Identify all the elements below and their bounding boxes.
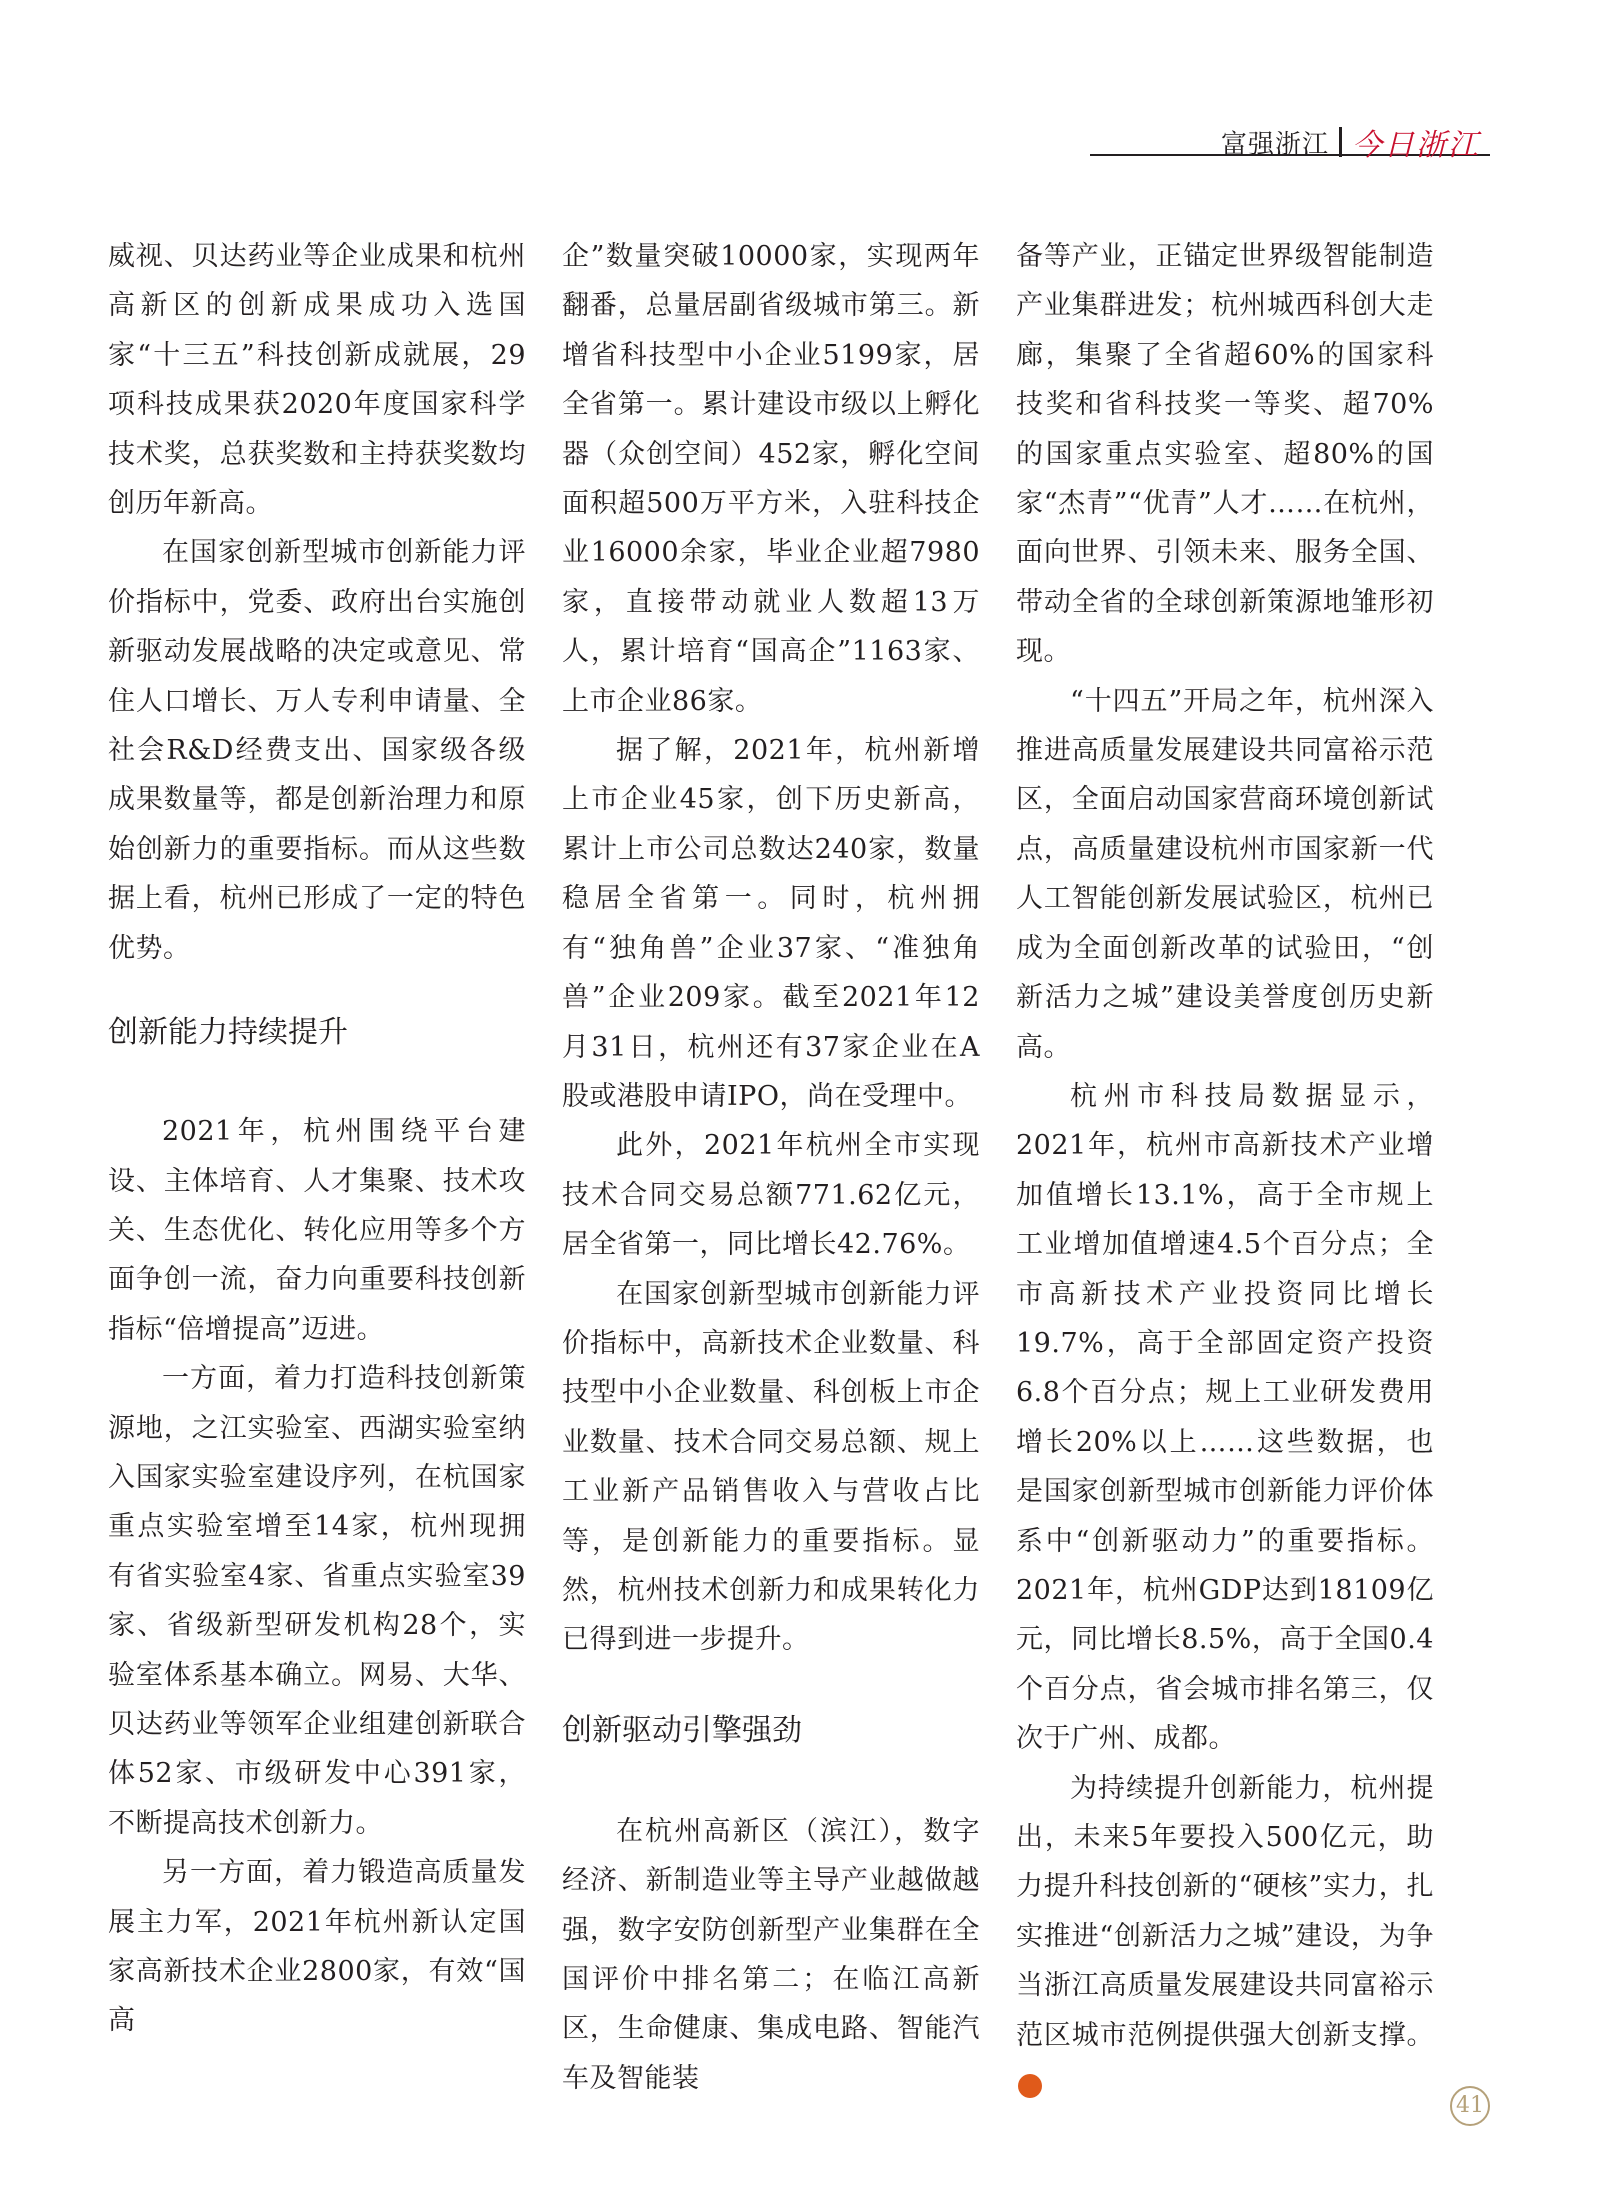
paragraph: 在杭州高新区（滨江），数字经济、新制造业等主导产业越做越强，数字安防创新型产业集群在全国评价中排名第二；在临江高新区，生命健康、集成电路、智能汽车及智能装	[562, 1815, 980, 2094]
paragraph: 企”数量突破10000家，实现两年翻番，总量居副省级城市第三。新增省科技型中小企业5199家，居全省第一。累计建设市级以上孵化器（众创空间）452家，孵化空间面积超500万平方米，入驻科技企业16000余家，毕业企业超7980家，直接带动就业人数超13万人，累计培育“国高企”1163家、上市企业86家。	[562, 241, 980, 717]
header-divider	[1339, 127, 1342, 157]
column-1	[108, 232, 526, 2046]
page-header	[1221, 120, 1480, 164]
paragraph: 在国家创新型城市创新能力评价指标中，高新技术企业数量、科技型中小企业数量、科创板上市企业数量、技术合同交易总额、规上工业新产品销售收入与营收占比等，是创新能力的重要指标。显然，杭州技术创新力和成果转化力已得到进一步提升。	[562, 1278, 980, 1656]
magazine-logo: 今日浙江	[1352, 128, 1480, 163]
paragraph: 一方面，着力打造科技创新策源地，之江实验室、西湖实验室纳入国家实验室建设序列，在杭国家重点实验室增至14家，杭州现拥有省实验室4家、省重点实验室39家、省级新型研发机构28个，实验室体系基本确立。网易、大华、贝达药业等领军企业组建创新联合体52家、市级研发中心391家，不断提高技术创新力。	[108, 1363, 526, 1839]
paragraph: 杭州市科技局数据显示，2021年，杭州市高新技术产业增加值增长13.1%，高于全市规上工业增加值增速4.5个百分点；全市高新技术产业投资同比增长19.7%，高于全部固定资产投资6.8个百分点；规上工业研发费用增长20%以上……这些数据，也是国家创新型城市创新能力评价体系中“创新驱动力”的重要指标。2021年，杭州GDP达到18109亿元，同比增长8.5%，高于全国0.4个百分点，省会城市排名第三，仅次于广州、成都。	[1016, 1080, 1434, 1755]
paragraph: “十四五”开局之年，杭州深入推进高质量发展建设共同富裕示范区，全面启动国家营商环境创新试点，高质量建设杭州市国家新一代人工智能创新发展试验区，杭州已成为全面创新改革的试验田，“创新活力之城”建设美誉度创历史新高。	[1016, 685, 1434, 1063]
paragraph: 备等产业，正锚定世界级智能制造产业集群进发；杭州城西科创大走廊，集聚了全省超60%的国家科技奖和省科技奖一等奖、超70%的国家重点实验室、超80%的国家“杰青”“优青”人才……在杭州，面向世界、引领未来、服务全国、带动全省的全球创新策源地雏形初现。	[1016, 241, 1434, 668]
paragraph: 此外，2021年杭州全市实现技术合同交易总额771.62亿元，居全省第一，同比增长42.76%。	[562, 1130, 980, 1261]
column-2	[562, 232, 980, 2103]
paragraph: 2021年，杭州围绕平台建设、主体培育、人才集聚、技术攻关、生态优化、转化应用等多个方面争创一流，奋力向重要科技创新指标“倍增提高”迈进。	[108, 1116, 526, 1345]
paragraph-final	[1016, 1764, 1434, 2110]
paragraph: 威视、贝达药业等企业成果和杭州高新区的创新成果成功入选国家“十三五”科技创新成就展，29项科技成果获2020年度国家科学技术奖，总获奖数和主持获奖数均创历年新高。	[108, 241, 526, 520]
paragraph: 另一方面，着力锻造高质量发展主力军，2021年杭州新认定国家高新技术企业2800家，有效“国高	[108, 1857, 526, 2037]
paragraph-text: 为持续提升创新能力，杭州提出，未来5年要投入500亿元，助力提升科技创新的“硬核”实力，扎实推进“创新活力之城”建设，为争当浙江高质量发展建设共同富裕示范区城市范例提供强大创新支撑。	[1016, 1772, 1434, 2051]
section-heading: 创新驱动引擎强劲	[562, 1712, 802, 1748]
end-mark-icon: 今	[1018, 2074, 1042, 2098]
section-heading: 创新能力持续提升	[108, 1015, 348, 1051]
section-title: 富强浙江	[1220, 129, 1329, 160]
column-3	[1016, 232, 1434, 2109]
paragraph: 据了解，2021年，杭州新增上市企业45家，创下历史新高，累计上市公司总数达240家，数量稳居全省第一。同时，杭州拥有“独角兽”企业37家、“准独角兽”企业209家。截至2021年12月31日，杭州还有37家企业在A股或港股申请IPO，尚在受理中。	[562, 735, 980, 1112]
page-number: 41	[1450, 2086, 1490, 2126]
paragraph: 在国家创新型城市创新能力评价指标中，党委、政府出台实施创新驱动发展战略的决定或意见、常住人口增长、万人专利申请量、全社会R&D经费支出、国家级各级成果数量等，都是创新治理力和原始创新力的重要指标。而从这些数据上看，杭州已形成了一定的特色优势。	[108, 537, 526, 964]
